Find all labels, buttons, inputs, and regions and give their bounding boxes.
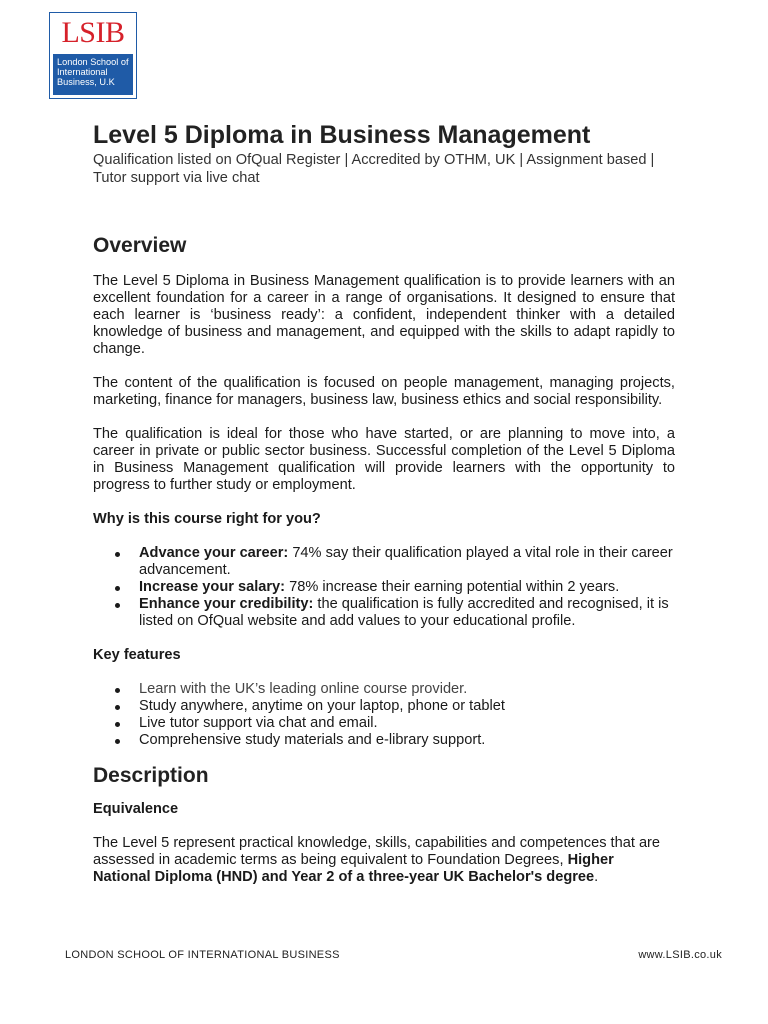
equivalence-bold-text: Higher National Diploma (HND) and Year 2 of a three-year UK Bachelor's degree	[93, 852, 614, 885]
list-item-text: 74% say their qualification played a vital role in their career advancement.	[139, 545, 673, 578]
bullet-icon	[115, 603, 120, 608]
list-item	[93, 596, 675, 630]
list-item	[93, 732, 675, 749]
logo-line-2: International	[57, 67, 108, 77]
list-item	[93, 715, 675, 732]
equivalence-text: The Level 5 represent practical knowledge, skills, capabilities and competences that are assessed in academic terms as being equivalent to Foundation Degrees,	[93, 835, 661, 868]
logo-abbreviation: LSIB	[61, 16, 125, 49]
list-item	[93, 579, 675, 596]
list-item-bold: Enhance your credibility:	[139, 596, 314, 612]
list-item-bold: Advance your career:	[139, 545, 289, 561]
list-item-text: Learn with the UK’s leading online course provider.	[139, 681, 468, 697]
bullet-icon	[115, 688, 120, 693]
key-features-list	[93, 681, 675, 749]
page-subtitle: Qualification listed on OfQual Register | Accredited by OTHM, UK | Assignment based | Tutor support via live chat	[93, 152, 655, 186]
footer-school-name: LONDON SCHOOL OF INTERNATIONAL BUSINESS	[65, 949, 340, 961]
list-item-text: Comprehensive study materials and e-library support.	[139, 732, 486, 748]
document-content	[93, 118, 675, 886]
bullet-icon	[115, 586, 120, 591]
list-item	[93, 681, 675, 698]
list-item-bold: Increase your salary:	[139, 579, 286, 595]
key-features-heading: Key features	[93, 647, 181, 663]
list-item-text: Live tutor support via chat and email.	[139, 715, 378, 731]
overview-heading: Overview	[93, 234, 187, 257]
why-list	[93, 545, 675, 630]
overview-paragraph-3: The qualification is ideal for those who have started, or are planning to move into, a career in private or public sector business. Successful completion of the Level 5 Diploma in Business Management qualification will provide learners with the opportunity to progress to further study or employment.	[93, 426, 675, 493]
lsib-logo	[49, 12, 137, 99]
list-item	[93, 698, 675, 715]
page-title: Level 5 Diploma in Business Management	[93, 121, 591, 149]
logo-school-name	[53, 54, 133, 95]
logo-line-1: London School of	[57, 57, 129, 67]
logo-line-3: Business, U.K	[57, 77, 115, 87]
overview-paragraph-2: The content of the qualification is focused on people management, managing projects, marketing, finance for managers, business law, business ethics and social responsibility.	[93, 375, 675, 408]
footer-website-link[interactable]: www.LSIB.co.uk	[638, 949, 722, 961]
overview-paragraph-1: The Level 5 Diploma in Business Management qualification is to provide learners with an excellent foundation for a career in a range of organisations. It designed to ensure that each learner is ‘business ready’: a confident, independent thinker with a detailed knowledge of business and management, and equipped with the skills to adapt rapidly to change.	[93, 273, 675, 357]
description-heading: Description	[93, 764, 209, 787]
list-item-text: Study anywhere, anytime on your laptop, phone or tablet	[139, 698, 505, 714]
equivalence-end: .	[594, 869, 599, 885]
bullet-icon	[115, 722, 120, 727]
list-item	[93, 545, 675, 579]
list-item-text: the qualification is fully accredited and recognised, it is listed on OfQual website and add values to your educational profile.	[139, 596, 669, 629]
bullet-icon	[115, 705, 120, 710]
list-item-text: 78% increase their earning potential within 2 years.	[285, 579, 620, 595]
equivalence-heading: Equivalence	[93, 801, 179, 817]
bullet-icon	[115, 739, 120, 744]
bullet-icon	[115, 552, 120, 557]
why-heading: Why is this course right for you?	[93, 511, 321, 527]
equivalence-paragraph	[93, 835, 675, 886]
